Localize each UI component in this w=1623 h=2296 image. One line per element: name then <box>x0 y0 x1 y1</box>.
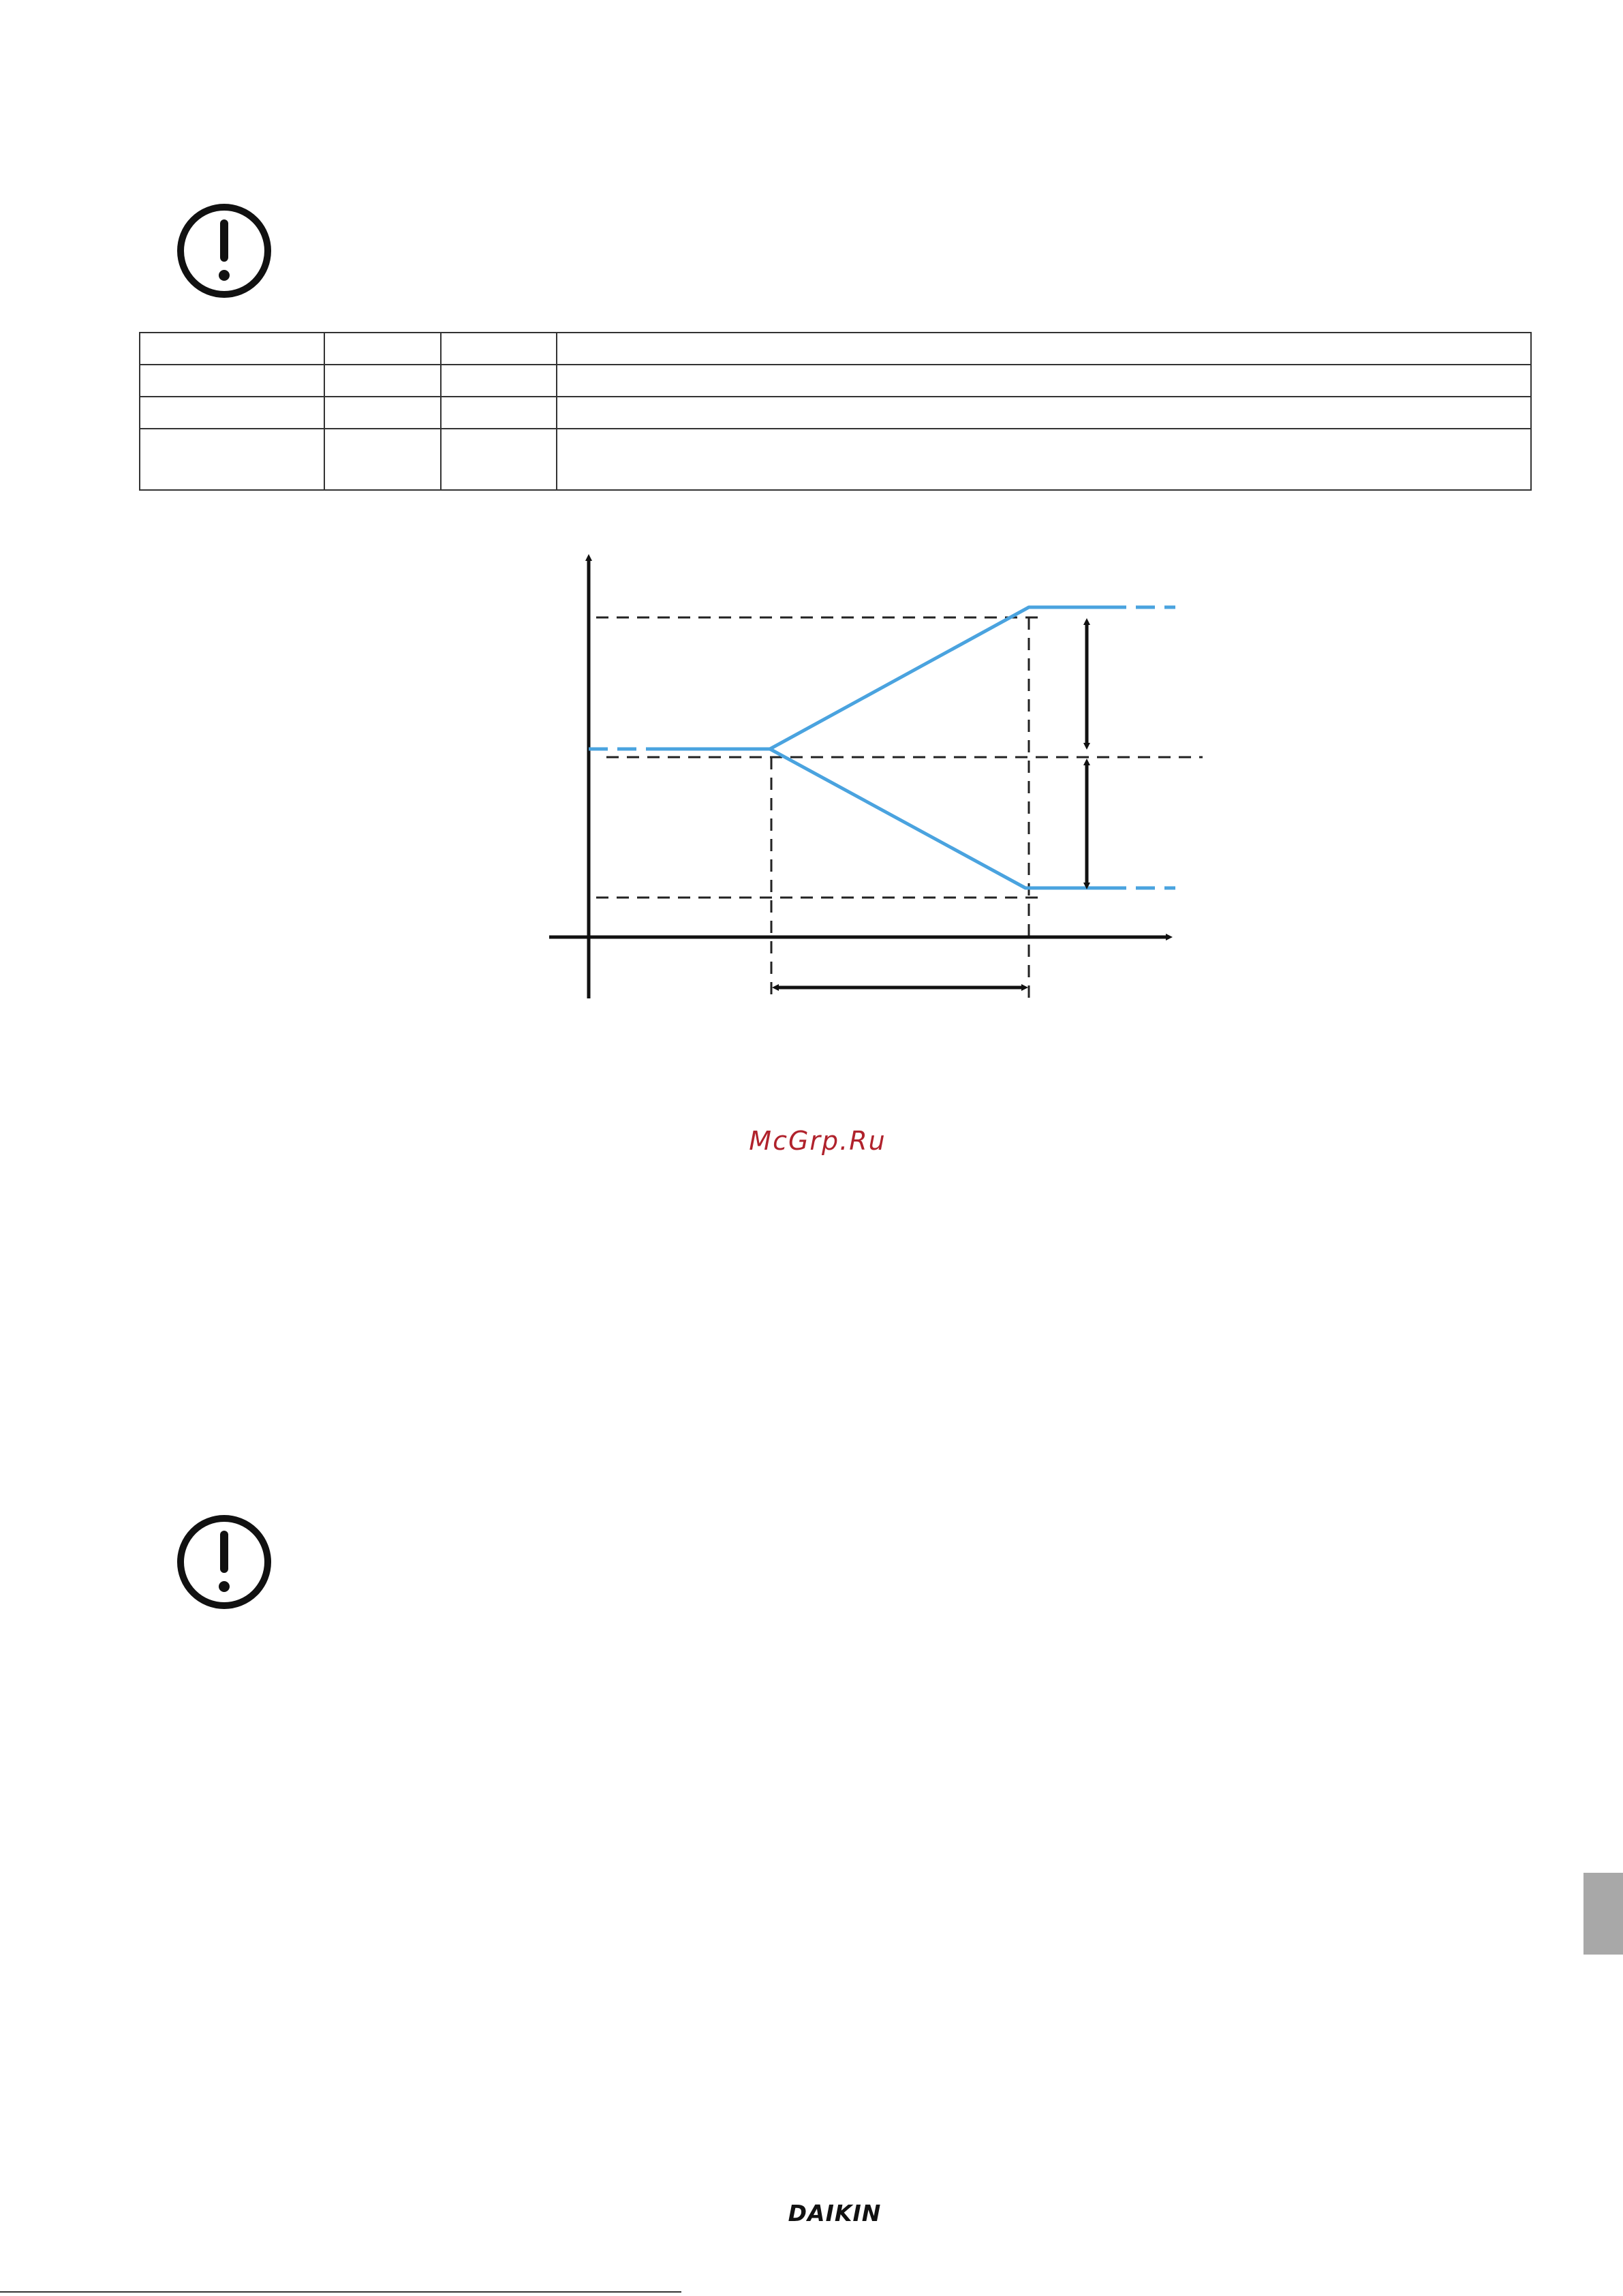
table-cell <box>140 333 324 365</box>
dimension-arrows <box>775 622 1087 988</box>
table-cell <box>140 397 324 429</box>
table-cell <box>441 397 557 429</box>
table-cell <box>441 429 557 490</box>
table-cell <box>557 333 1531 365</box>
axes <box>549 557 1169 998</box>
chapter-side-tab <box>1583 1873 1623 1955</box>
watermark: McGrp.Ru <box>749 1126 886 1156</box>
upper-branch <box>654 607 1107 749</box>
table-cell <box>140 429 324 490</box>
brand-logo: DAIKIN <box>788 2200 882 2226</box>
table-row <box>140 333 1531 365</box>
table-cell <box>324 397 441 429</box>
table-row <box>140 397 1531 429</box>
table-cell <box>441 333 557 365</box>
guide-lines <box>596 617 1203 998</box>
table-cell <box>557 365 1531 397</box>
parameter-table <box>139 332 1532 491</box>
table-cell <box>324 365 441 397</box>
exclamation-circle-icon <box>176 1514 272 1610</box>
table-row <box>140 365 1531 397</box>
table-cell <box>557 397 1531 429</box>
exclamation-circle-icon <box>176 203 272 299</box>
table-cell <box>557 429 1531 490</box>
hysteresis-diagram <box>538 545 1213 1036</box>
footer-divider <box>0 2291 681 2293</box>
table-cell <box>324 333 441 365</box>
table-cell <box>441 365 557 397</box>
table-row <box>140 429 1531 490</box>
table-cell <box>140 365 324 397</box>
lower-branch <box>770 749 1107 888</box>
table-cell <box>324 429 441 490</box>
